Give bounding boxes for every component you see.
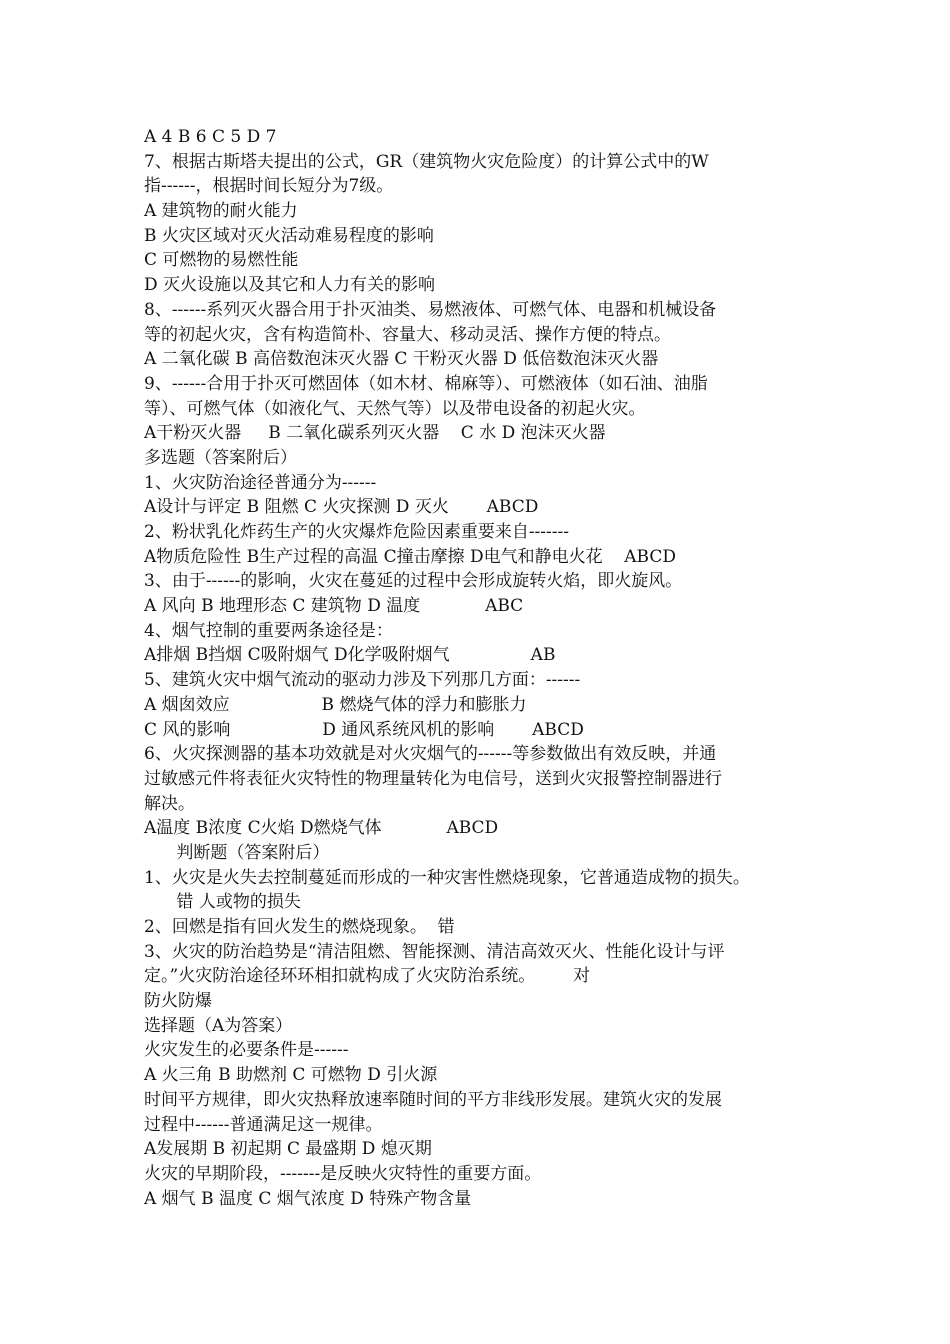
document-body <box>144 125 824 1211</box>
text-line: A设计与评定 B 阻燃 C 火灾探测 D 灭火 ABCD <box>144 497 539 518</box>
text-line: A干粉灭火器 B 二氧化碳系列灭火器 C 水 D 泡沫灭火器 <box>144 423 606 444</box>
text-line: 3、火灾的防治趋势是“清洁阻燃、智能探测、清洁高效灭火、性能化设计与评 <box>144 941 725 962</box>
text-line: 防火防爆 <box>144 991 212 1012</box>
text-line: B 火灾区域对灭火活动难易程度的影响 <box>144 225 434 246</box>
text-line: 7、根据古斯塔夫提出的公式，GR（建筑物火灾危险度）的计算公式中的W <box>144 151 709 172</box>
text-line: 时间平方规律，即火灾热释放速率随时间的平方非线形发展。建筑火灾的发展 <box>144 1089 722 1110</box>
text-line: 多选题（答案附后） <box>144 447 297 468</box>
text-line: 过敏感元件将表征火灾特性的物理量转化为电信号，送到火灾报警控制器进行 <box>144 768 722 789</box>
text-line: A 二氧化碳 B 高倍数泡沫灭火器 C 干粉灭火器 D 低倍数泡沫灭火器 <box>144 349 659 370</box>
text-line: 2、回燃是指有回火发生的燃烧现象。 错 <box>144 917 455 937</box>
text-line: 6、火灾探测器的基本功效就是对火灾烟气的------等参数做出有效反映，并通 <box>144 744 717 765</box>
text-line: 4、烟气控制的重要两条途径是： <box>144 620 393 641</box>
text-line: A 烟气 B 温度 C 烟气浓度 D 特殊产物含量 <box>144 1188 472 1209</box>
text-line: D 灭火设施以及其它和人力有关的影响 <box>144 275 436 296</box>
text-line: 过程中------普通满足这一规律。 <box>144 1114 383 1135</box>
text-line: A温度 B浓度 C火焰 D燃烧气体 ABCD <box>144 818 499 839</box>
text-line: A 4 B 6 C 5 D 7 <box>144 127 277 147</box>
text-line: 2、粉状乳化炸药生产的火灾爆炸危险因素重要来自------- <box>144 522 570 542</box>
text-line: 指------，根据时间长短分为7级。 <box>144 176 394 197</box>
text-line: A 建筑物的耐火能力 <box>144 201 298 222</box>
text-line: 8、------系列灭火器合用于扑灭油类、易燃液体、可燃气体、电器和机械设备 <box>144 299 717 320</box>
text-line: 1、火灾防治途径普通分为------ <box>144 472 377 493</box>
text-line: C 可燃物的易燃性能 <box>144 250 299 271</box>
text-line: C 风的影响 D 通风系统风机的影响 ABCD <box>144 719 584 740</box>
text-line: 解决。 <box>144 793 195 814</box>
text-line: 判断题（答案附后） <box>144 842 330 863</box>
text-line: A发展期 B 初起期 C 最盛期 D 熄灭期 <box>144 1139 432 1160</box>
text-line: A 风向 B 地理形态 C 建筑物 D 温度 ABC <box>144 596 524 617</box>
text-line: 等的初起火灾，含有构造简朴、容量大、移动灵活、操作方便的特点。 <box>144 324 671 345</box>
text-line: 火灾发生的必要条件是------ <box>144 1040 349 1061</box>
text-line: 选择题（A为答案） <box>144 1015 293 1036</box>
text-line: A物质危险性 B生产过程的高温 C撞击摩擦 D电气和静电火花 ABCD <box>144 546 676 567</box>
text-line: 错 人或物的损失 <box>144 892 301 913</box>
text-line: 1、火灾是火失去控制蔓延而形成的一种灾害性燃烧现象，它普通造成物的损失。 <box>144 867 750 888</box>
text-line: 火灾的早期阶段，-------是反映火灾特性的重要方面。 <box>144 1163 542 1184</box>
text-line: 9、------合用于扑灭可燃固体（如木材、棉麻等）、可燃液体（如石油、油脂 <box>144 373 708 394</box>
text-line: 等）、可燃气体（如液化气、天然气等）以及带电设备的初起火灾。 <box>144 398 646 419</box>
text-line: 定。”火灾防治途径环环相扣就构成了火灾防治系统。 对 <box>144 966 591 987</box>
text-line: A排烟 B挡烟 C吸附烟气 D化学吸附烟气 AB <box>144 645 556 666</box>
text-line: A 烟囱效应 B 燃烧气体的浮力和膨胀力 <box>144 694 527 715</box>
text-line: A 火三角 B 助燃剂 C 可燃物 D 引火源 <box>144 1065 438 1086</box>
text-line: 3、由于------的影响，火灾在蔓延的过程中会形成旋转火焰，即火旋风。 <box>144 571 683 592</box>
text-line: 5、建筑火灾中烟气流动的驱动力涉及下列那几方面：------ <box>144 670 581 691</box>
